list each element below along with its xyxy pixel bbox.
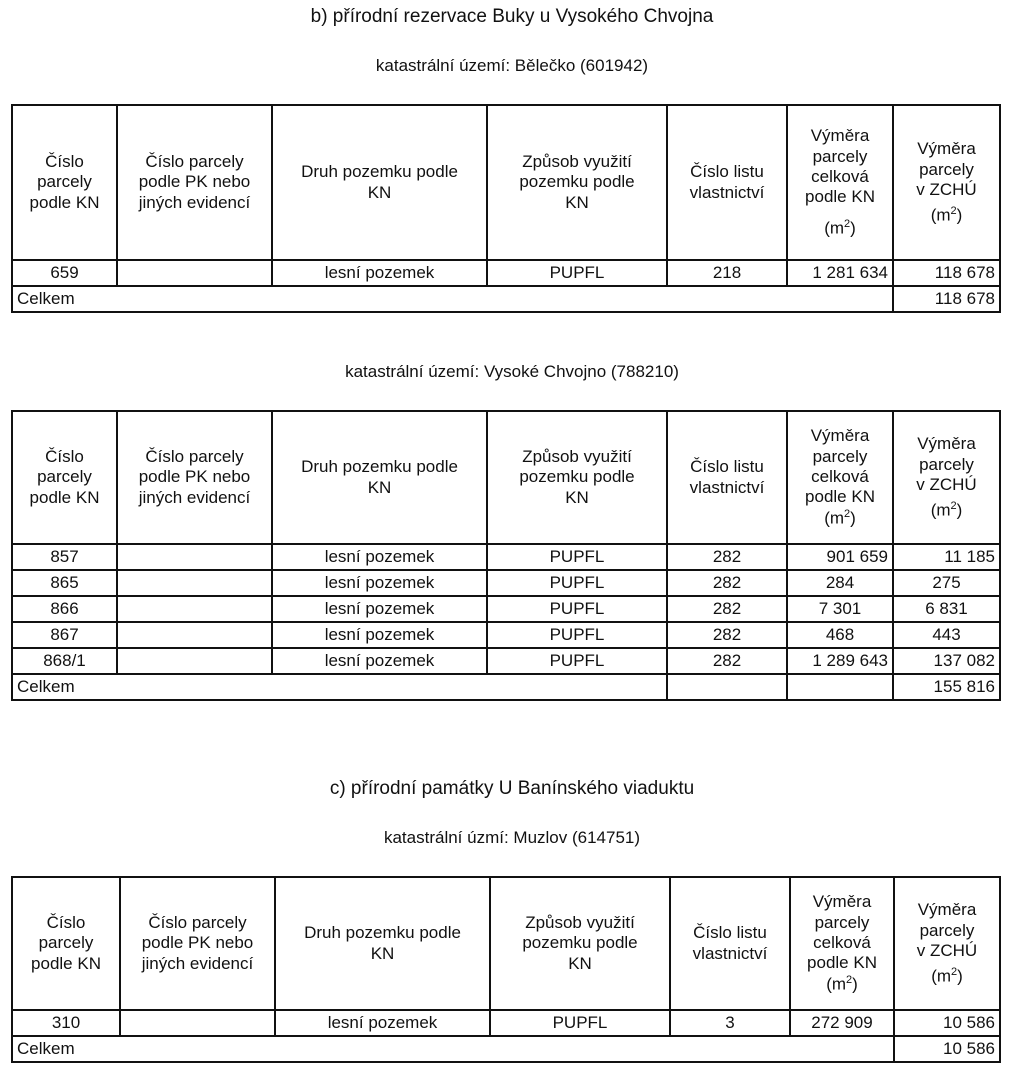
cell-zchu-area: 10 586 xyxy=(894,1010,1000,1036)
cell-ownership-sheet: 282 xyxy=(667,570,787,596)
cell-land-type: lesní pozemek xyxy=(272,648,487,674)
table-header-row xyxy=(12,877,1000,1010)
total-label: Celkem xyxy=(12,1036,894,1062)
col-header-zchu-area: Výměra parcely v ZCHÚ $(m^2)$ xyxy=(893,411,1000,544)
col-header-parcel-number: Číslo parcely podle KN xyxy=(12,105,117,260)
cell-parcel: 865 xyxy=(12,570,117,596)
total-label: Celkem xyxy=(12,286,893,312)
section-b-cadastre-vysoke-chvojno: katastrální území: Vysoké Chvojno (788210) xyxy=(345,362,679,381)
total-row xyxy=(12,1036,1000,1062)
cell-land-use: PUPFL xyxy=(490,1010,670,1036)
cell-parcel: 857 xyxy=(12,544,117,570)
col-header-total-area: Výměra parcely celková podle KN $(m^2)$ xyxy=(787,105,893,260)
table-header-row xyxy=(12,105,1000,260)
col-header-zchu-area: Výměra parcely v ZCHÚ $(m^2)$ xyxy=(894,877,1000,1010)
cell-parcel: 868/1 xyxy=(12,648,117,674)
cell-land-type: lesní pozemek xyxy=(272,260,487,286)
cell-land-type: lesní pozemek xyxy=(272,596,487,622)
cell-parcel: 866 xyxy=(12,596,117,622)
cell-pk xyxy=(117,570,272,596)
cell-zchu-area: 6 831 xyxy=(893,596,1000,622)
col-header-pk-parcel: Číslo parcely podle PK nebo jiných evidencí xyxy=(120,877,275,1010)
section-c-heading: c) přírodní památky U Banínského viaduktu xyxy=(329,778,695,799)
cell-total-area: 468 xyxy=(787,622,893,648)
col-header-total-area: Výměra parcely celková podle KN $(m^2)$ xyxy=(787,411,893,544)
cell-zchu-area: 118 678 xyxy=(893,260,1000,286)
cell-ownership-sheet: 282 xyxy=(667,544,787,570)
cell-total-area: 284 xyxy=(787,570,893,596)
total-label: Celkem xyxy=(12,674,667,700)
col-header-pk-parcel: Číslo parcely podle PK nebo jiných evidencí xyxy=(117,411,272,544)
col-header-land-use: Způsob využití pozemku podle KN xyxy=(487,411,667,544)
cell-total-area: 7 301 xyxy=(787,596,893,622)
total-value: 118 678 xyxy=(893,286,1000,312)
cell-land-use: PUPFL xyxy=(487,596,667,622)
cell-pk xyxy=(117,648,272,674)
cell-land-use: PUPFL xyxy=(487,260,667,286)
col-header-zchu-area: Výměra parcely v ZCHÚ $(m^2)$ xyxy=(893,105,1000,260)
col-header-pk-parcel: Číslo parcely podle PK nebo jiných evidencí xyxy=(117,105,272,260)
cell-zchu-area: 275 xyxy=(893,570,1000,596)
col-header-parcel-number: Číslo parcely podle KN xyxy=(12,411,117,544)
cell-ownership-sheet: 218 xyxy=(667,260,787,286)
col-header-ownership-sheet: Číslo listu vlastnictví xyxy=(667,105,787,260)
cell-pk xyxy=(117,544,272,570)
total-empty-cell xyxy=(667,674,787,700)
cell-parcel: 659 xyxy=(12,260,117,286)
cell-land-use: PUPFL xyxy=(487,622,667,648)
section-b-cadastre-belecko: katastrální území: Bělečko (601942) xyxy=(375,56,649,75)
cell-total-area: 1 281 634 xyxy=(787,260,893,286)
cell-zchu-area: 11 185 xyxy=(893,544,1000,570)
total-empty-cell xyxy=(787,674,893,700)
cell-land-use: PUPFL xyxy=(487,648,667,674)
table-row xyxy=(12,260,1000,286)
section-c-cadastre-muzlov: katastrální úzmí: Muzlov (614751) xyxy=(383,828,641,847)
table-row xyxy=(12,570,1000,596)
cell-ownership-sheet: 282 xyxy=(667,596,787,622)
col-header-land-use: Způsob využití pozemku podle KN xyxy=(490,877,670,1010)
col-header-parcel-number: Číslo parcely podle KN xyxy=(12,877,120,1010)
table-row xyxy=(12,622,1000,648)
cell-land-type: lesní pozemek xyxy=(272,622,487,648)
cell-land-type: lesní pozemek xyxy=(272,544,487,570)
cell-pk xyxy=(117,622,272,648)
cell-ownership-sheet: 282 xyxy=(667,648,787,674)
parcel-table-belecko xyxy=(11,104,1001,313)
cell-pk xyxy=(117,596,272,622)
total-row xyxy=(12,286,1000,312)
col-header-land-use: Způsob využití pozemku podle KN xyxy=(487,105,667,260)
col-header-ownership-sheet: Číslo listu vlastnictví xyxy=(670,877,790,1010)
table-row xyxy=(12,596,1000,622)
section-b-heading: b) přírodní rezervace Buky u Vysokého Chvojna xyxy=(310,6,714,27)
cell-pk xyxy=(117,260,272,286)
table-row xyxy=(12,648,1000,674)
parcel-table-muzlov xyxy=(11,876,1001,1063)
cell-zchu-area: 443 xyxy=(893,622,1000,648)
col-header-ownership-sheet: Číslo listu vlastnictví xyxy=(667,411,787,544)
cell-parcel: 867 xyxy=(12,622,117,648)
parcel-table-vysoke-chvojno xyxy=(11,410,1001,701)
table-row xyxy=(12,544,1000,570)
cell-total-area: 1 289 643 xyxy=(787,648,893,674)
table-row xyxy=(12,1010,1000,1036)
cell-land-type: lesní pozemek xyxy=(272,570,487,596)
cell-parcel: 310 xyxy=(12,1010,120,1036)
cell-pk xyxy=(120,1010,275,1036)
col-header-land-type: Druh pozemku podle KN xyxy=(272,105,487,260)
cell-zchu-area: 137 082 xyxy=(893,648,1000,674)
cell-land-use: PUPFL xyxy=(487,570,667,596)
total-row xyxy=(12,674,1000,700)
cell-ownership-sheet: 282 xyxy=(667,622,787,648)
cell-total-area: 272 909 xyxy=(790,1010,894,1036)
cell-land-type: lesní pozemek xyxy=(275,1010,490,1036)
cell-total-area: 901 659 xyxy=(787,544,893,570)
total-value: 10 586 xyxy=(894,1036,1000,1062)
cell-ownership-sheet: 3 xyxy=(670,1010,790,1036)
cell-land-use: PUPFL xyxy=(487,544,667,570)
col-header-land-type: Druh pozemku podle KN xyxy=(275,877,490,1010)
total-value: 155 816 xyxy=(893,674,1000,700)
col-header-total-area: Výměra parcely celková podle KN $(m^2)$ xyxy=(790,877,894,1010)
col-header-land-type: Druh pozemku podle KN xyxy=(272,411,487,544)
table-header-row xyxy=(12,411,1000,544)
